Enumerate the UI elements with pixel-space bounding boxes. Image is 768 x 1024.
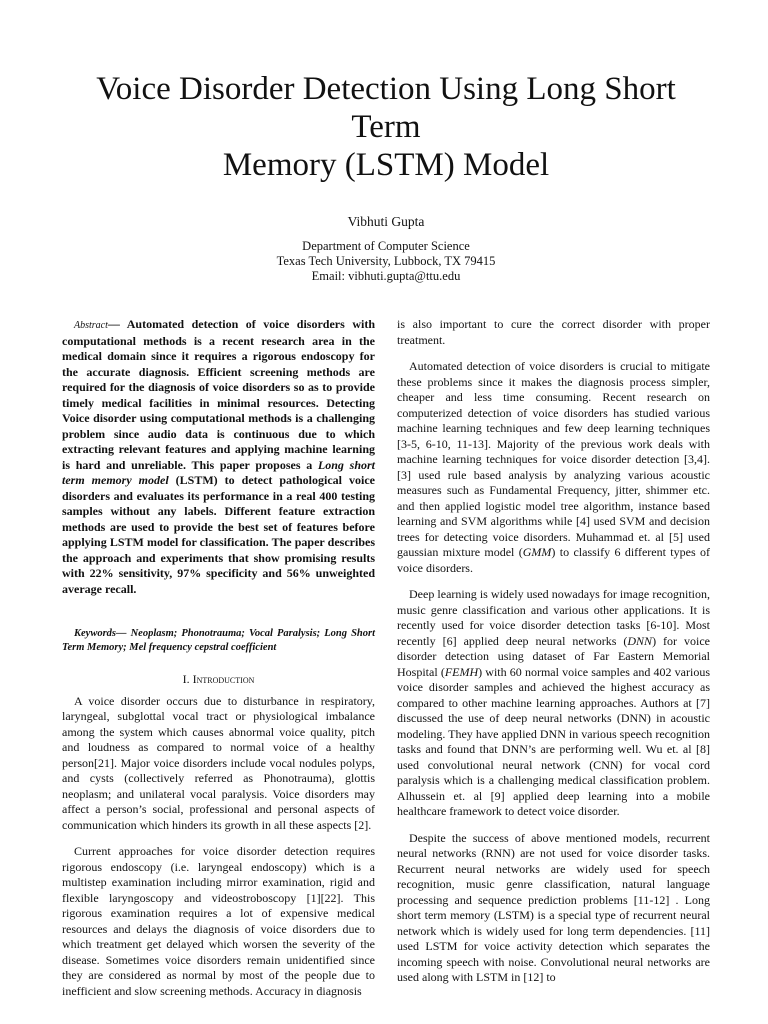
section-heading-introduction: I. Introduction [182,672,255,686]
paragraph-text: Deep learning is widely used nowadays for image recognition, music genre classification and various other applications. It is recently used for voice disorder detection tasks [6-10]. Most recently [6] applied deep neural networks ( [397,587,710,648]
two-column-body [62,317,710,1010]
abstract-tag: Abstract [74,320,108,331]
keywords: Keywords— Neoplasm; Phonotrauma; Vocal Paralysis; Long Short Term Memory; Mel frequency cepstral coefficient [62,628,375,653]
paragraph-text: Automated detection of voice disorders is crucial to mitigate these problems since it makes the diagnosis process simpler, cheaper and less time consuming. Recent research on computerized detection of voice disorders has studied various machine learning techniques and few deep learning techniques [3-5, 6-10, 11-13]. Majority of the previous work deals with machine learning techniques for voice disorder detection [3,4]. [3] used rule based analysis by analyzing various acoustic measures such as Fundamental Frequency, jitter, shimmer etc. and then applied logistic model tree algorithm, instance based learning and SVM algorithms while [4] used SVM and decision trees for detecting voice disorders. Muhammad et. al [5] used gaussian mixture model ( [397,359,710,559]
paper-title [62,70,710,184]
author-address: Texas Tech University, Lubbock, TX 79415 [276,254,496,268]
paragraph: A voice disorder occurs due to disturbance in respiratory, laryngeal, subglottal vocal tract or physiological imbalance among the system which causes abnormal voice quality, pitch and loudness as compared to normal voice of a healthy person[21]. Major voice disorders include vocal nodules polyps, and cysts (collectively referred as Phonotrauma), glottis neoplasm; and unilateral vocal paralysis. Voice disorders may affect a person’s social, professional and personal aspects of communication which hinders its growth in all these aspects [2]. [62,693,375,832]
paragraph [397,587,710,820]
paragraph-text: ) for voice disorder detection using dataset of Far Eastern Memorial Hospital ( [397,633,710,679]
author-block [62,214,710,284]
dnn-term: DNN [627,633,653,648]
abstract-text-b: (LSTM) to detect pathological voice disorders and evaluates its performance in a real 400 testing samples without any labels. Different feature extraction methods are used to provide the best set of features before applying LSTM model for classification. The paper describes the approach and experiments that show promising results with 22% sensitivity, 97% specificity and 56% unweighted average recall. [62,473,375,596]
paragraph-text: ) to classify 6 different types of voice disorders. [397,545,710,575]
paragraph [397,359,710,576]
paragraph: Current approaches for voice disorder detection requires rigorous endoscopy (i.e. laryngeal endoscopy) which is a multistep examination including mirror examination, rigid and flexible laryngoscopy and videostroboscopy [1][22]. This rigorous examination requires a lot of expensive medical resources and delays the diagnosis of voice disorders due to which treatment get delayed which worsen the severity of the disease. Sometimes voice disorders remain unidentified since they are considered as normal by most of the people due to inefficient and slow screening methods. Accuracy in diagnosis [62,844,375,998]
femh-term: FEMH [444,664,479,679]
paragraph-continued: is also important to cure the correct disorder with proper treatment. [397,317,710,347]
paragraph: Despite the success of above mentioned models, recurrent neural networks (RNN) are not used for voice disorder tasks. Recurrent neural networks are widely used for speech recognition, music genre classification, natural language processing and sequence prediction problems [11-12] . Long short term memory (LSTM) is a special type of recurrent neural network which is widely used for long term dependencies. [11] used LSTM for voice activity detection which separates the incoming speech with noise. Convolutional neural networks are used along with LSTM in [12] to [397,830,710,984]
title-line-2: Memory (LSTM) Model [222,147,550,183]
abstract-term: Long short term memory model [62,457,375,487]
author-name: Vibhuti Gupta [347,214,425,229]
author-email[interactable]: Email: vibhuti.gupta@ttu.edu [311,269,461,283]
title-line-1: Voice Disorder Detection Using Long Short Term [96,71,676,145]
gmm-term: GMM [522,545,552,559]
left-column [62,317,375,1010]
right-column [397,317,710,1010]
author-affiliation: Department of Computer Science [302,239,470,253]
abstract-text-a: Automated detection of voice disorders with computational methods is a recent research area in the medical domain since it requires a rigorous endoscopy for the accurate diagnosis. Efficient screening methods are required for the diagnosis of voice disorders so as to provide timely medical facilities in minimal resources. Detecting Voice disorder using computational methods is a challenging problem since audio data is continuous due to which extracting relevant features and applying machine learning is hard and unreliable. This paper proposes a [62,317,375,472]
abstract-dash: — [107,317,127,331]
paragraph-text: ) with 60 normal voice samples and 402 various voice disorder samples and achieved the highest accuracy as compared to other machine learning approaches. Authors at [7] discussed the use of deep neural networks (DNN) in acoustic modeling. They have applied DNN in various speech recognition tasks and found that DNN’s are performing well. Wu et. al [8] used convolutional neural network (CNN) for vocal cord paralysis which is a challenging medical classification problem. Alhussein et. al [9] applied deep learning into a mobile healthcare framework to detect voice disorder. [397,664,710,818]
abstract [62,317,375,597]
